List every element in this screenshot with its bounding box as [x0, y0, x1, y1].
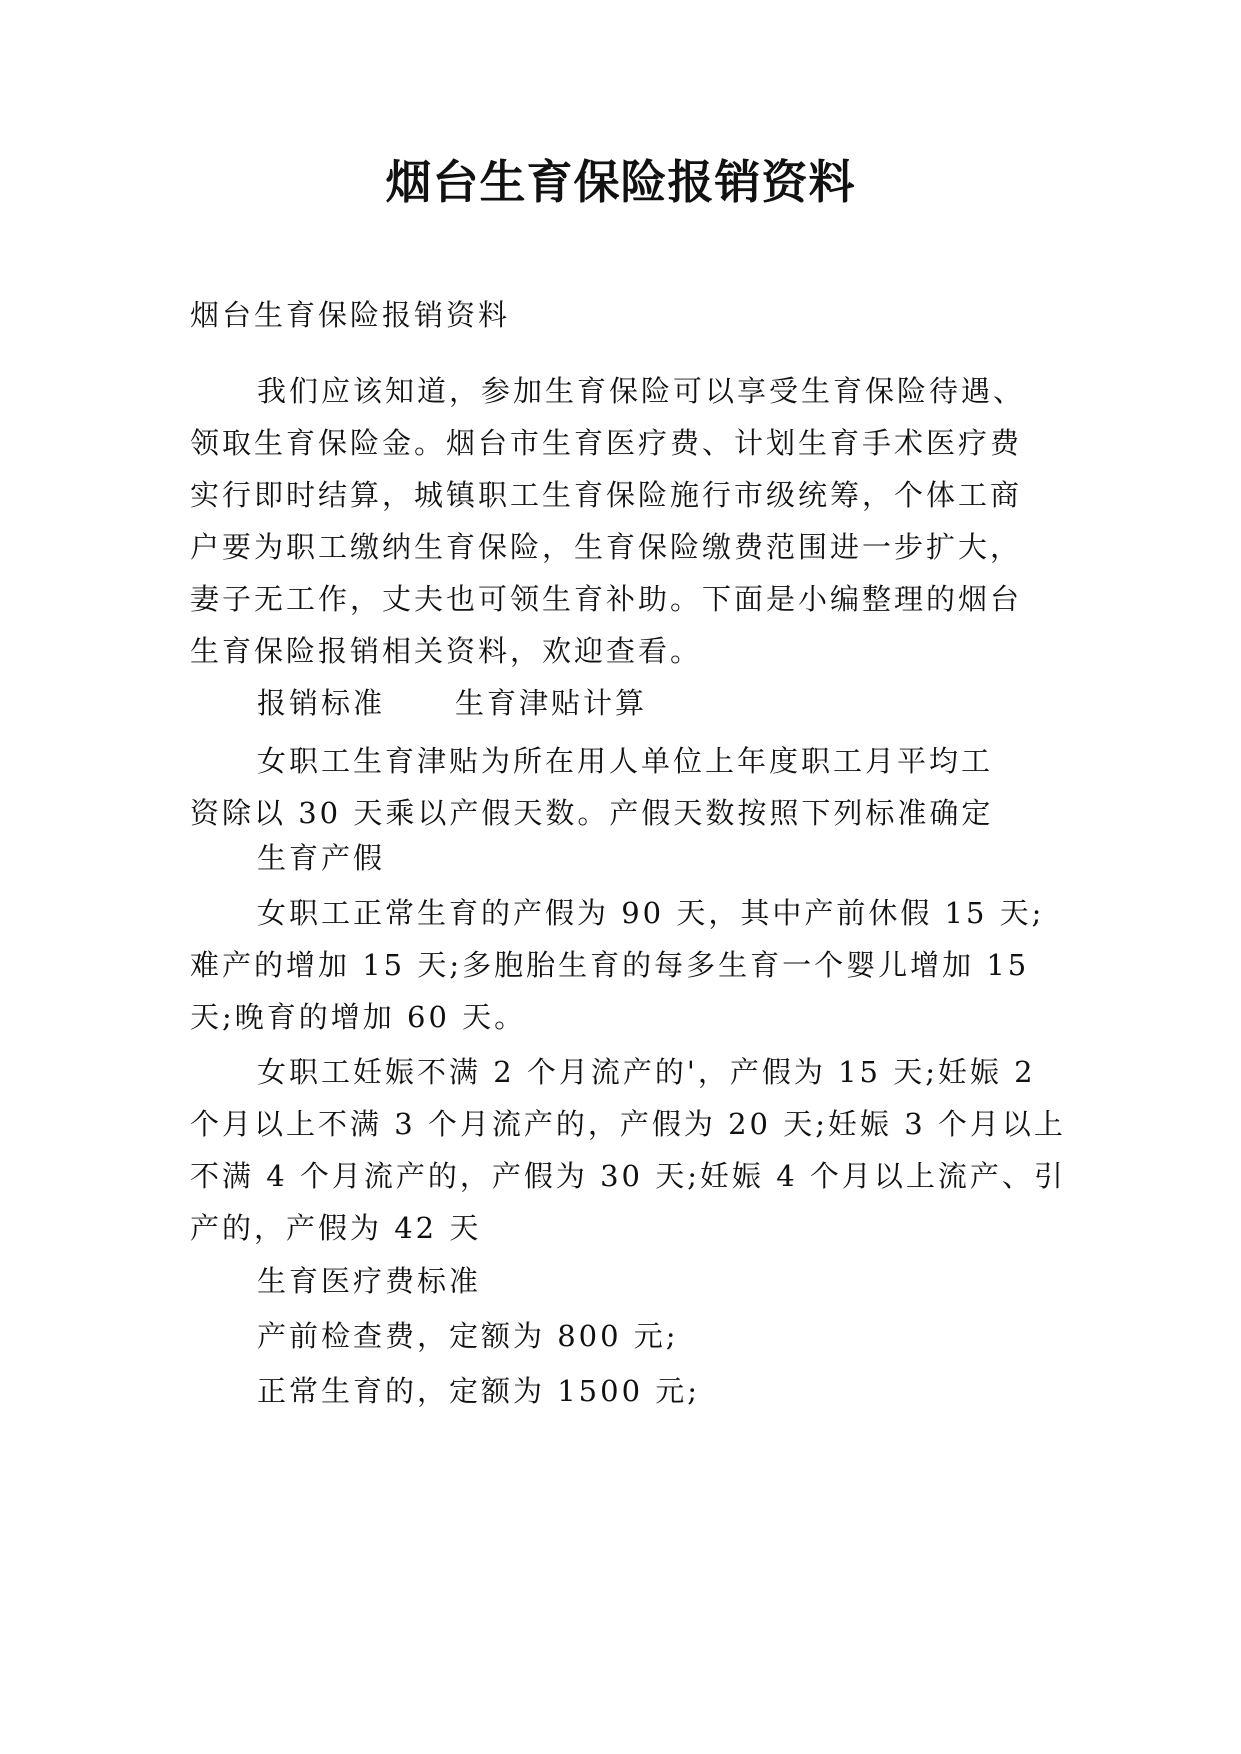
intro-line: 户要为职工缴纳生育保险，生育保险缴费范围进一步扩大， — [190, 530, 1023, 564]
heading-standard: 报销标准 — [257, 686, 386, 720]
miscarriage-line: 产的，产假为 42 天 — [190, 1211, 482, 1245]
document-subtitle: 烟台生育保险报销资料 — [190, 298, 511, 332]
document-title: 烟台生育保险报销资料 — [385, 155, 856, 209]
miscarriage-line: 不满 4 个月流产的，产假为 30 天;妊娠 4 个月以上流产、引 — [190, 1159, 1066, 1193]
prenatal-fee: 产前检查费，定额为 800 元; — [257, 1319, 679, 1353]
intro-line: 妻子无工作，丈夫也可领生育补助。下面是小编整理的烟台 — [190, 582, 1023, 616]
leave-line: 女职工正常生育的产假为 90 天，其中产前休假 15 天; — [257, 896, 1045, 930]
normal-birth-fee: 正常生育的，定额为 1500 元; — [257, 1374, 701, 1408]
intro-line: 生育保险报销相关资料，欢迎查看。 — [190, 634, 703, 668]
miscarriage-line: 个月以上不满 3 个月流产的，产假为 20 天;妊娠 3 个月以上 — [190, 1107, 1066, 1141]
miscarriage-line: 女职工妊娠不满 2 个月流产的'，产假为 15 天;妊娠 2 — [257, 1055, 1036, 1089]
heading-allowance-calc: 生育津贴计算 — [455, 686, 648, 720]
leave-line: 天;晚育的增加 60 天。 — [190, 1000, 527, 1034]
intro-line: 领取生育保险金。烟台市生育医疗费、计划生育手术医疗费 — [190, 426, 1023, 460]
intro-line: 实行即时结算，城镇职工生育保险施行市级统筹，个体工商 — [190, 478, 1023, 512]
allowance-line: 女职工生育津贴为所在用人单位上年度职工月平均工 — [257, 744, 994, 778]
heading-maternity-leave: 生育产假 — [257, 841, 386, 875]
heading-medical-standard: 生育医疗费标准 — [257, 1264, 482, 1298]
section-headings-line — [257, 683, 647, 723]
allowance-line: 资除以 30 天乘以产假天数。产假天数按照下列标准确定 — [190, 796, 994, 830]
leave-line: 难产的增加 15 天;多胞胎生育的每多生育一个婴儿增加 15 — [190, 948, 1030, 982]
intro-line: 我们应该知道，参加生育保险可以享受生育保险待遇、 — [257, 374, 1026, 408]
